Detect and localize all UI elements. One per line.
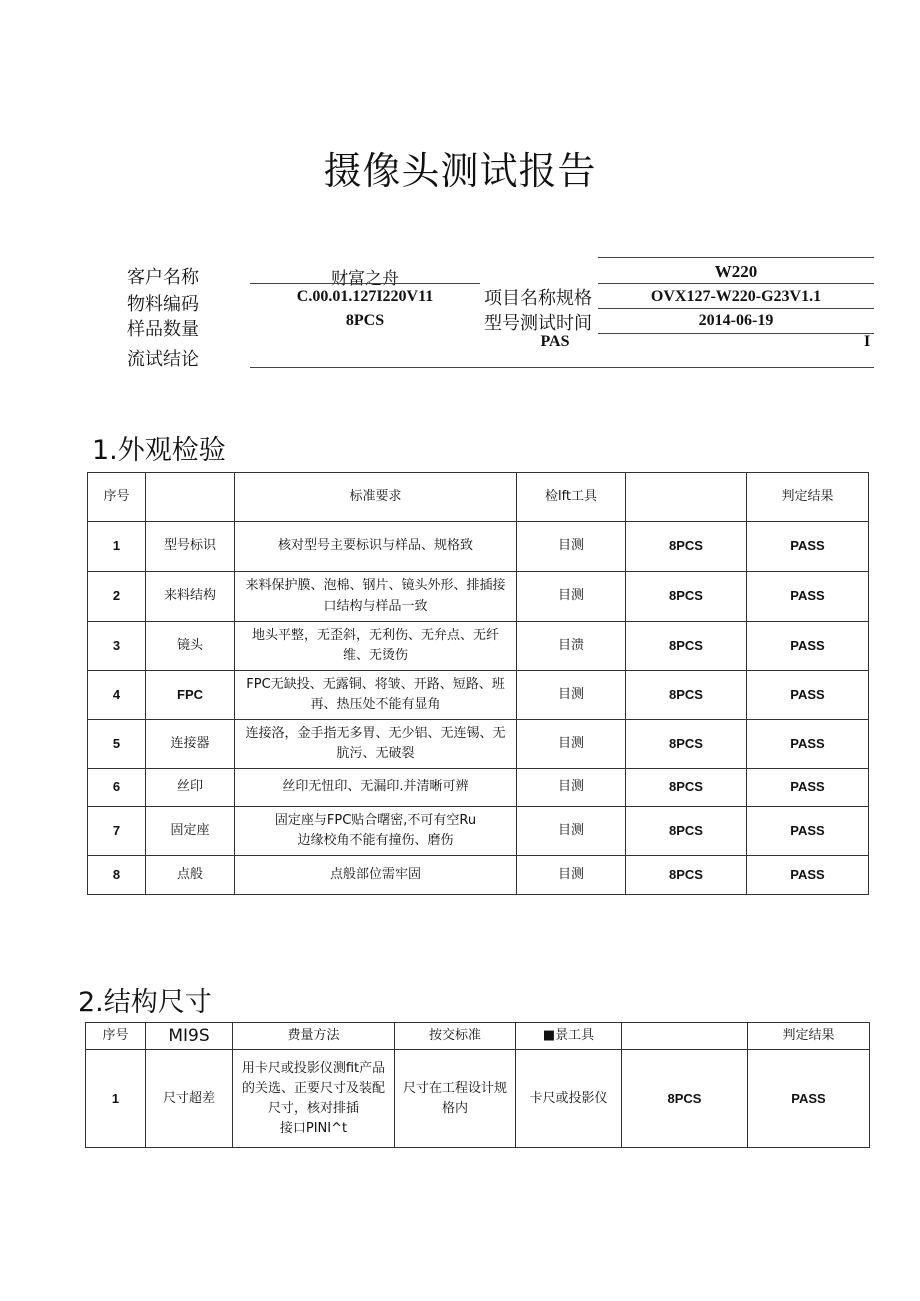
inspection-tool: 目测 xyxy=(517,769,626,807)
standard-line: 格内 xyxy=(441,1100,468,1116)
inspection-tool: 目测 xyxy=(517,522,626,572)
conclusion-label: 流试结论 xyxy=(127,349,199,370)
inspection-item: 丝印 xyxy=(146,769,235,807)
requirement-line: 维、无烫伤 xyxy=(342,648,408,663)
header-no: 序号 xyxy=(88,473,146,522)
result-value: PASS xyxy=(747,807,869,856)
inspection-item: 来料结构 xyxy=(146,572,235,622)
inspection-tool: 目测 xyxy=(517,671,626,720)
row-number: 6 xyxy=(88,769,146,807)
divider xyxy=(250,367,874,368)
table-header-row xyxy=(88,473,869,522)
inspection-tool: 目测 xyxy=(517,807,626,856)
header-result: 判定结果 xyxy=(747,473,869,522)
header-qty xyxy=(626,473,747,522)
header-standard: 按交标准 xyxy=(395,1023,516,1050)
result-value: PASS xyxy=(747,622,869,671)
divider xyxy=(598,283,874,284)
result-value: PASS xyxy=(747,572,869,622)
inspection-tool: 目溃 xyxy=(517,622,626,671)
requirement-line: FPC无缺投、无露铜、将皱、开路、短路、班 xyxy=(246,676,505,692)
method-line: 用卡尺或投影仪测fit产品 xyxy=(241,1060,386,1076)
inspection-tool: 卡尺或投影仪 xyxy=(516,1050,622,1148)
inspection-item: 尺寸超差 xyxy=(146,1050,233,1148)
project-label: 项目名称规格 xyxy=(484,288,592,309)
sample-qty: 8PCS xyxy=(626,622,747,671)
header-tool: ■景工具 xyxy=(516,1023,622,1050)
material-value: C.00.01.127I220V11 xyxy=(296,288,434,305)
requirement-line: 点般部位需牢固 xyxy=(329,866,421,882)
method-line: 尺寸，核对排插 xyxy=(267,1100,359,1116)
result-value: PASS xyxy=(747,720,869,769)
inspection-item: 连接器 xyxy=(146,720,235,769)
section2-heading: 2.结构尺寸 xyxy=(78,987,212,1018)
result-value: PASS xyxy=(747,856,869,895)
result-value: PASS xyxy=(747,522,869,572)
table-header-row xyxy=(86,1023,870,1050)
table-row xyxy=(88,622,869,671)
inspection-item: 型号标识 xyxy=(146,522,235,572)
sample-value: 8PCS xyxy=(345,312,385,329)
requirement-text xyxy=(235,769,517,807)
result-value: PASS xyxy=(747,671,869,720)
sample-qty: 8PCS xyxy=(626,807,747,856)
row-number: 1 xyxy=(86,1050,146,1148)
material-label: 物料编码 xyxy=(127,294,199,315)
table-row xyxy=(88,807,869,856)
row-number: 1 xyxy=(88,522,146,572)
customer-value: 财富之舟 xyxy=(331,269,399,289)
requirement-text xyxy=(235,671,517,720)
appearance-table xyxy=(87,472,869,895)
requirement-line: 来料保护膜、泡棉、钢片、镜头外形、排插接 xyxy=(245,578,506,594)
row-number: 3 xyxy=(88,622,146,671)
header-item xyxy=(146,473,235,522)
inspection-tool: 目测 xyxy=(517,572,626,622)
report-title: 摄像头测试报告 xyxy=(323,149,597,193)
requirement-line: 再、热压处不能有显角 xyxy=(310,697,441,712)
row-number: 2 xyxy=(88,572,146,622)
row-number: 7 xyxy=(88,807,146,856)
requirement-line: 固定座与FPC贴合曙密,不可有空Ru xyxy=(274,812,477,828)
standard-text xyxy=(395,1050,516,1148)
inspection-tool: 目测 xyxy=(517,856,626,895)
inspection-item: 点般 xyxy=(146,856,235,895)
sample-qty: 8PCS xyxy=(626,769,747,807)
time-label: 型号测试时间 xyxy=(484,313,592,334)
requirement-line: 肮污、无破裂 xyxy=(336,746,415,761)
requirement-text xyxy=(235,807,517,856)
requirement-line: 丝印无忸印、无漏印.并清晰可辨 xyxy=(282,779,469,795)
requirement-text xyxy=(235,622,517,671)
requirement-text xyxy=(235,856,517,895)
row-number: 5 xyxy=(88,720,146,769)
project-value-top: W220 xyxy=(714,262,758,281)
requirement-text xyxy=(235,720,517,769)
conclusion-tail: I xyxy=(864,333,871,350)
inspection-item: FPC xyxy=(146,671,235,720)
result-value: PASS xyxy=(747,769,869,807)
table-row xyxy=(88,671,869,720)
requirement-line: 口结构与样品一致 xyxy=(323,598,428,614)
divider xyxy=(598,308,874,309)
divider xyxy=(250,283,480,284)
method-line: 接口PINI^t xyxy=(279,1120,348,1136)
sample-qty: 8PCS xyxy=(622,1050,748,1148)
header-qty xyxy=(622,1023,748,1050)
result-value: PASS xyxy=(748,1050,870,1148)
table-row xyxy=(88,522,869,572)
requirement-line: 边缘校角不能有撞伤、磨伤 xyxy=(297,833,454,848)
requirement-line: 核对型号主要标识与样品、规格致 xyxy=(277,538,473,554)
standard-line: 尺寸在工程设计规 xyxy=(402,1080,507,1096)
test-date-value: 2014-06-19 xyxy=(698,312,774,329)
divider xyxy=(598,333,874,334)
table-row xyxy=(88,856,869,895)
conclusion-value: PAS xyxy=(540,333,570,350)
header-result: 判定结果 xyxy=(748,1023,870,1050)
header-requirement: 标准要求 xyxy=(235,473,517,522)
sample-qty: 8PCS xyxy=(626,720,747,769)
row-number: 8 xyxy=(88,856,146,895)
sample-qty: 8PCS xyxy=(626,856,747,895)
customer-label: 客户名称 xyxy=(127,267,199,288)
requirement-line: 地头平整，无歪斜，无利伤、无弁点、无纤 xyxy=(251,627,499,643)
row-number: 4 xyxy=(88,671,146,720)
table-row xyxy=(88,572,869,622)
requirement-text xyxy=(235,522,517,572)
requirement-line: 连接洛，金手指无多胃、无少铝、无连锡、无 xyxy=(245,725,506,741)
inspection-tool: 目测 xyxy=(517,720,626,769)
method-text xyxy=(233,1050,395,1148)
sample-label: 样品数量 xyxy=(127,319,199,340)
divider xyxy=(598,257,874,258)
table-row xyxy=(88,769,869,807)
sample-qty: 8PCS xyxy=(626,671,747,720)
header-no: 序号 xyxy=(86,1023,146,1050)
dimension-table xyxy=(85,1022,870,1148)
section1-heading: 1.外观检验 xyxy=(92,435,226,466)
project-value: OVX127-W220-G23V1.1 xyxy=(650,288,822,305)
sample-qty: 8PCS xyxy=(626,572,747,622)
method-line: 的关选、正要尺寸及装配 xyxy=(241,1080,385,1096)
table-row xyxy=(86,1050,870,1148)
table-row xyxy=(88,720,869,769)
header-item: MI9S xyxy=(146,1023,233,1050)
inspection-item: 镜头 xyxy=(146,622,235,671)
header-method: 费量方法 xyxy=(233,1023,395,1050)
header-tool: 检lft工具 xyxy=(517,473,626,522)
sample-qty: 8PCS xyxy=(626,522,747,572)
requirement-text xyxy=(235,572,517,622)
inspection-item: 固定座 xyxy=(146,807,235,856)
